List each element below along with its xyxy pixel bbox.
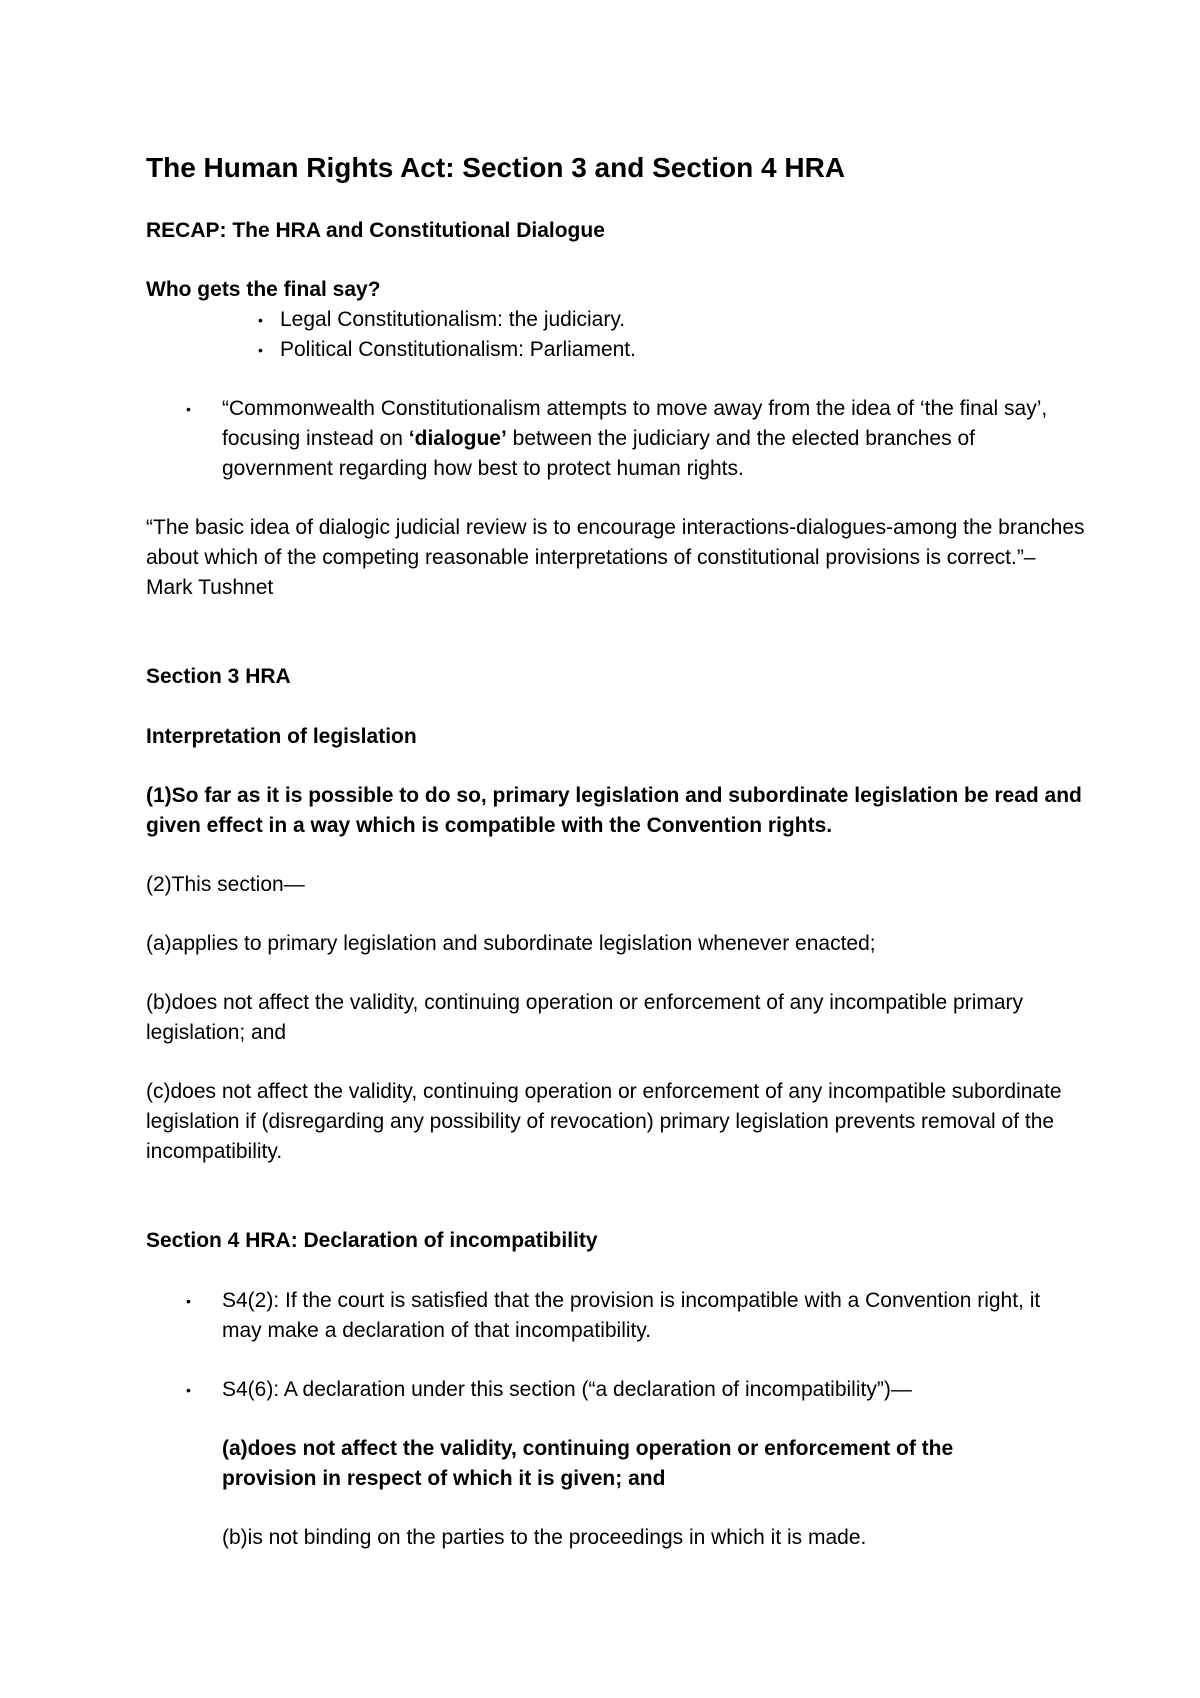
s3-subsection-2b: (b)does not affect the validity, continuing operation or enforcement of any incompatible primary legislation; and — [146, 991, 1024, 1044]
tushnet-quote: “The basic idea of dialogic judicial review is to encourage interactions-dialogues-among the branches about which of the competing reasonable interpretations of constitutional provisions is correct.”– Mark Tushnet — [146, 516, 1085, 599]
s4-6a-text: (a)does not affect the validity, continuing operation or enforcement of the provision in respect of which it is given; and — [222, 1437, 954, 1490]
s3-subsection-2c: (c)does not affect the validity, continuing operation or enforcement of any incompatible subordinate legislation if (disregarding any possibility of revocation) primary legislation prevents removal of the incompatibility. — [146, 1080, 1062, 1163]
s3-subsection-2a: (a)applies to primary legislation and subordinate legislation whenever enacted; — [146, 932, 876, 955]
final-say-heading: Who gets the final say? — [146, 278, 381, 301]
list-item — [258, 335, 1058, 365]
bullet-icon: • — [258, 342, 263, 358]
s3-subsection-2: (2)This section— — [146, 873, 305, 896]
commonwealth-quote-part2: between the judiciary and the elected branches of government regarding how best to protect human rights. — [222, 427, 975, 480]
s4-2-text: S4(2): If the court is satisfied that the provision is incompatible with a Convention right, it may make a declaration of that incompatibility. — [222, 1289, 1041, 1342]
title-suffix: HRA — [776, 152, 846, 183]
s3-subsection-1: (1)So far as it is possible to do so, primary legislation and subordinate legislation be read and given effect in a way which is compatible with the Convention rights. — [146, 784, 1082, 837]
list-item — [186, 1286, 1066, 1346]
list-item — [258, 305, 1058, 335]
interpretation-heading: Interpretation of legislation — [146, 725, 417, 748]
section3-heading: Section 3 HRA — [146, 665, 291, 688]
title-main: The Human Rights Act: Section 3 and Section 4 — [146, 152, 777, 183]
s4-6-text: S4(6): A declaration under this section (“a declaration of incompatibility”)— — [222, 1378, 912, 1401]
recap-heading: RECAP: The HRA and Constitutional Dialogue — [146, 219, 605, 242]
document-title — [146, 150, 1086, 186]
bullet-icon: • — [186, 1293, 191, 1309]
bullet-icon: • — [186, 401, 191, 417]
s4-6b-text: (b)is not binding on the parties to the proceedings in which it is made. — [222, 1526, 867, 1549]
section4-heading: Section 4 HRA: Declaration of incompatibility — [146, 1229, 598, 1252]
bullet-icon: • — [258, 312, 263, 328]
list-item — [186, 394, 1078, 484]
list-item-text: Political Constitutionalism: Parliament. — [280, 338, 636, 361]
list-item — [186, 1375, 1066, 1405]
commonwealth-quote — [222, 394, 1078, 484]
bullet-icon: • — [186, 1382, 191, 1398]
dialogue-term: ‘dialogue’ — [408, 427, 507, 450]
list-item-text: Legal Constitutionalism: the judiciary. — [280, 308, 626, 331]
commonwealth-quote-part1: “Commonwealth Constitutionalism attempts to move away from the idea of ‘the final say’, focusing instead on — [222, 397, 1048, 450]
